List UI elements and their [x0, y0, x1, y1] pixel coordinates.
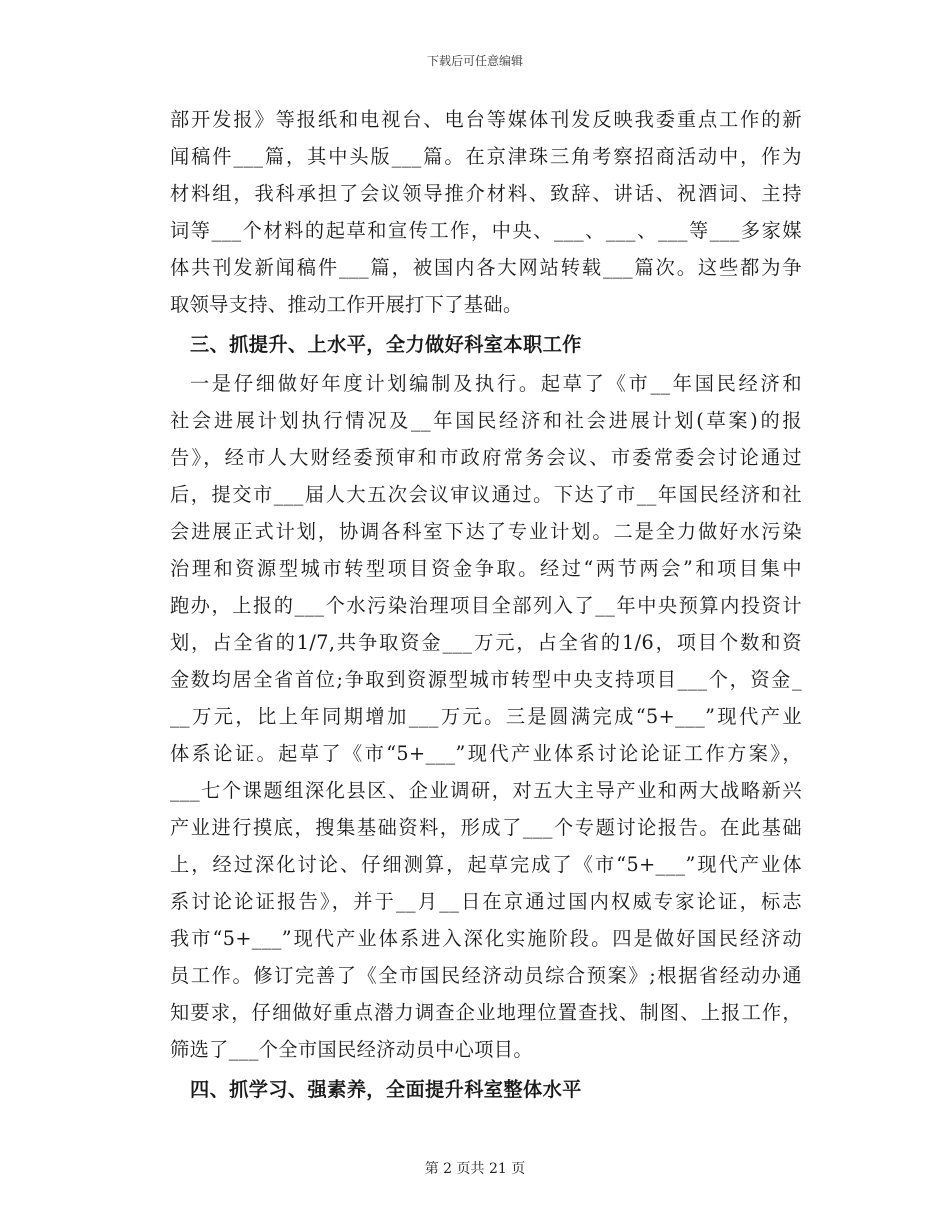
paragraph-line: 产业进行摸底，搜集基础资料，形成了___个专题讨论报告。在此基础	[170, 816, 802, 839]
paragraph-line: 告》，经市人大财经委预审和市政府常务会议、市委常委会讨论通过	[170, 446, 802, 469]
paragraph-line: 一是仔细做好年度计划编制及执行。起草了《市__年国民经济和	[190, 372, 802, 395]
paragraph-line: 系讨论论证报告》，并于__月__日在京通过国内权威专家论证，标志	[170, 890, 802, 913]
page-footer: 第 2 页共 21 页	[424, 1161, 526, 1177]
paragraph-line: 知要求，仔细做好重点潜力调查企业地理位置查找、制图、上报工作，	[170, 1001, 802, 1024]
paragraph-line: 跑办，上报的___个水污染治理项目全部列入了__年中央预算内投资计	[170, 594, 802, 617]
paragraph-line: 治理和资源型城市转型项目资金争取。经过“两节两会”和项目集中	[170, 557, 802, 580]
paragraph-line: 我市“5+___”现代产业体系进入深化实施阶段。四是做好国民经济动	[170, 927, 802, 950]
paragraph-line: 社会进展计划执行情况及__年国民经济和社会进展计划(草案)的报	[170, 409, 802, 432]
paragraph-line: __万元，比上年同期增加___万元。三是圆满完成“5+___”现代产业	[170, 705, 802, 728]
paragraph-line: 员工作。修订完善了《全市国民经济动员综合预案》;根据省经动办通	[170, 964, 802, 987]
paragraph-line: 体共刊发新闻稿件___篇，被国内各大网站转载___篇次。这些都为争	[170, 256, 802, 279]
paragraph-line: 筛选了___个全市国民经济动员中心项目。	[170, 1038, 533, 1061]
document-body	[170, 101, 802, 1110]
paragraph-line: 材料组，我科承担了会议领导推介材料、致辞、讲话、祝酒词、主持	[170, 182, 802, 205]
paragraph-line: 体系论证。起草了《市“5+___”现代产业体系讨论论证工作方案》，	[170, 742, 802, 765]
paragraph-line: ___七个课题组深化县区、企业调研，对五大主导产业和两大战略新兴	[170, 779, 802, 802]
paragraph-line: 部开发报》等报纸和电视台、电台等媒体刊发反映我委重点工作的新	[170, 108, 802, 131]
section-heading: 三、抓提升、上水平，全力做好科室本职工作	[190, 333, 582, 356]
paragraph-line: 上，经过深化讨论、仔细测算，起草完成了《市“5+___”现代产业体	[170, 853, 802, 876]
paragraph-line: 词等___个材料的起草和宣传工作，中央、___、___、___等___多家媒	[170, 219, 802, 242]
paragraph-line: 会进展正式计划，协调各科室下达了专业计划。二是全力做好水污染	[170, 520, 802, 543]
paragraph-line: 金数均居全省首位;争取到资源型城市转型中央支持项目___个，资金_	[170, 668, 802, 691]
section-heading: 四、抓学习、强素养，全面提升科室整体水平	[190, 1078, 582, 1101]
paragraph-line: 后，提交市___届人大五次会议审议通过。下达了市__年国民经济和社	[170, 483, 802, 506]
paragraph-line: 取领导支持、推动工作开展打下了基础。	[170, 293, 523, 316]
page-header: 下载后可任意编辑	[426, 54, 523, 68]
paragraph-line: 划，占全省的1/7,共争取资金___万元，占全省的1/6，项目个数和资	[170, 631, 802, 654]
paragraph-line: 闻稿件___篇，其中头版___篇。在京津珠三角考察招商活动中，作为	[170, 145, 802, 168]
